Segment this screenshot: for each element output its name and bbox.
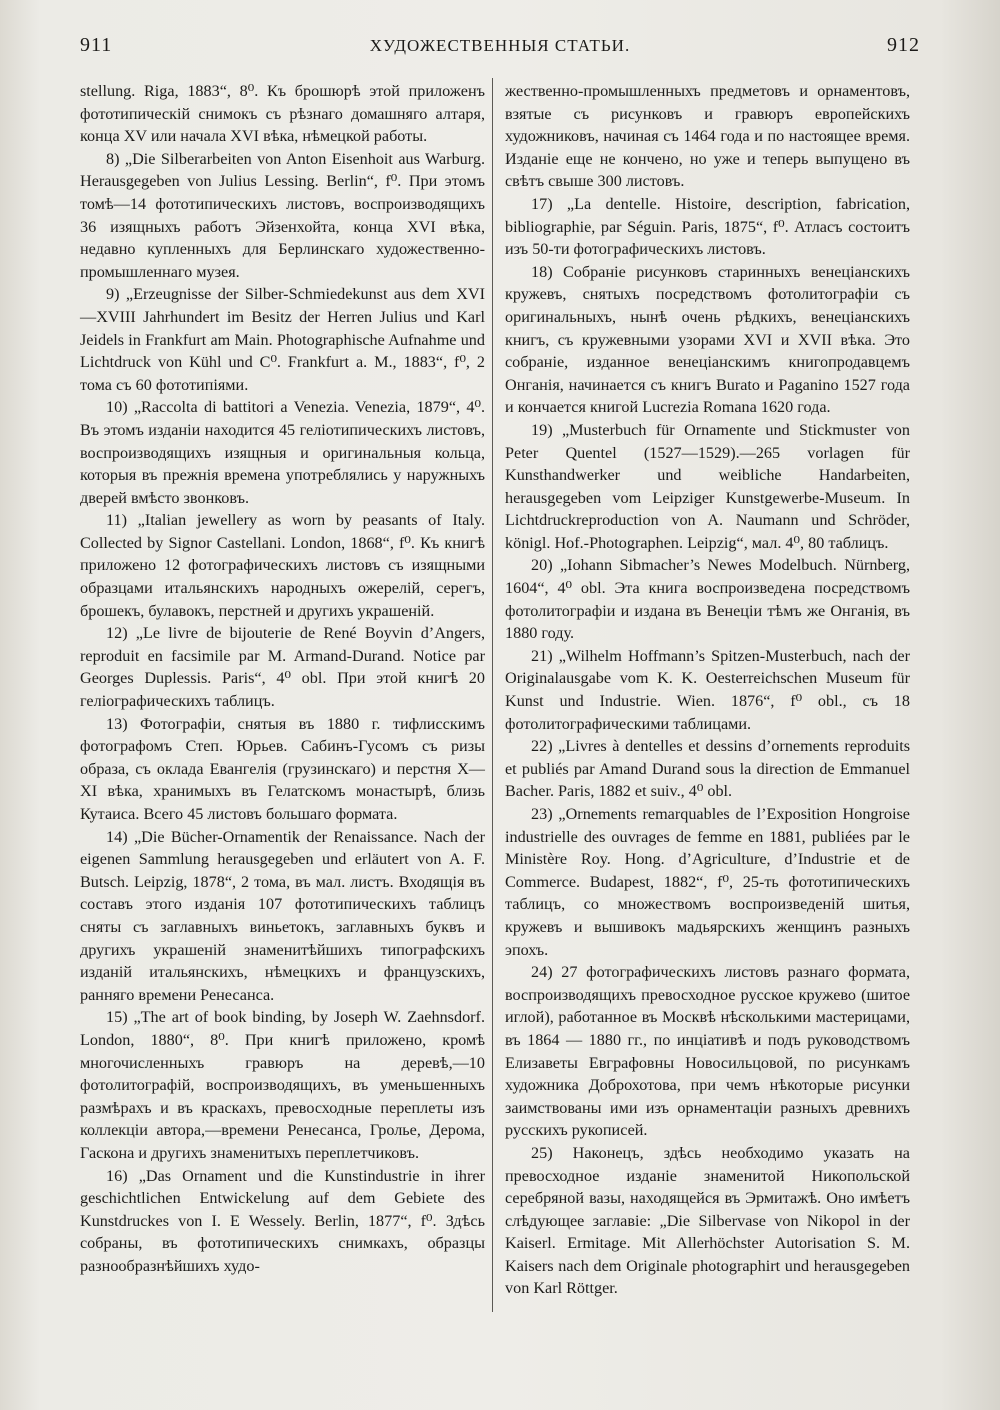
column-divider [492, 78, 493, 1312]
page-number-left: 911 [80, 34, 113, 56]
paragraph: 19) „Musterbuch für Ornamente und Stickmuster von Peter Quentel (1527—1529).—265 vorlagen für Kunsthandwerker und weibliche Handarbeiten, herausgegeben vom Leipziger Kunstgewerbe-Museum. In Lichtdruckreproduction von A. Naumann und Schröder, königl. Hof.-Photographen. Leipzig“, мал. 4⁰, 80 таблицъ. [505, 420, 910, 552]
left-column [80, 80, 485, 1277]
paragraph: 22) „Livres à dentelles et dessins d’ornements reproduits et publiés par Amand Durand sous la direction de Emmanuel Bacher. Paris, 1882 et suiv., 4⁰ obl. [505, 737, 910, 801]
running-title: ХУДОЖЕСТВЕННЫЯ СТАТЬИ. [369, 36, 631, 55]
paragraph: 18) Собраніе рисунковъ старинныхъ венеціанскихъ кружевъ, снятыхъ посредствомъ фотолитографіи съ оригинальныхъ, нынѣ очень рѣдкихъ, венеціанскихъ книгъ, съ кружевными узорами XVI и XVII вѣка. Это собраніе, изданное венеціанскимъ книгопродавцемъ Онганія, начинается съ книгъ Burato и Paganino 1527 года и кончается книгой Lucrezia Romana 1620 года. [505, 262, 910, 417]
paragraph: 24) 27 фотографическихъ листовъ разнаго формата, воспроизводящихъ превосходное русское кружево (шитое иглой), работанное въ Москвѣ нѣсколькими мастерицами, въ 1864 — 1880 гг., по инціативѣ и подъ руководствомъ Елизаветы Евграфовны Новосильцовой, по рисункамъ художника Доброхотова, при чемъ нѣкоторые рисунки заимствованы ими изъ орнаментаціи разныхъ древнихъ русскихъ рукописей. [505, 963, 910, 1140]
page-header [80, 34, 920, 58]
paragraph: 21) „Wilhelm Hoffmann’s Spitzen-Musterbuch, nach der Originalausgabe vom K. K. Oesterreichschen Museum für Kunst und Industrie. Wien. 1876“, f⁰ obl., съ 18 фотолитографическими таблицами. [505, 646, 910, 733]
paragraph: 8) „Die Silberarbeiten von Anton Eisenhoit aus Warburg. Herausgegeben von Julius Lessing. Berlin“, f⁰. При этомъ томѣ—14 фототипическихъ листовъ, воспроизводящихъ 36 изящныхъ работъ Эйзенхойта, конца XVI вѣка, недавно купленныхъ для Берлинскаго художественно-промышленнаго музея. [80, 149, 485, 281]
paragraph: 23) „Ornements remarquables de l’Exposition Hongroise industrielle des ouvrages de femme en 1881, publiées par le Ministère Roy. Hong. d’Agriculture, d’Industrie et de Commerce. Budapest, 1882“, f⁰, 25-ть фототипическихъ таблицъ, со множествомъ воспроизведеній шитья, кружевъ и вышивокъ мадьярскихъ женщинъ разныхъ эпохъ. [505, 805, 910, 959]
paragraph: 15) „The art of book binding, by Joseph W. Zaehnsdorf. London, 1880“, 8⁰. При книгѣ приложено, кромѣ многочисленныхъ гравюръ на деревѣ,—10 фотолитографій, воспроизводящихъ, въ уменьшенныхъ размѣрахъ и въ краскахъ, превосходные переплеты изъ коллекціи автора,—времени Ренесанса, Гролье, Дерома, Гаскона и другихъ знаменитыхъ переплетчиковъ. [80, 1008, 485, 1162]
paragraph: 17) „La dentelle. Histoire, description, fabrication, bibliographie, par Séguin. Paris, 1875“, f⁰. Атласъ состоитъ изъ 50-ти фотографическихъ листовъ. [505, 194, 910, 259]
paragraph: жественно-промышленныхъ предметовъ и орнаментовъ, взятые съ рисунковъ и гравюръ европейскихъ художниковъ, начиная съ 1464 года и по настоящее время. Изданіе еще не кончено, но уже и теперь выпущено въ свѣтъ свыше 300 листовъ. [505, 82, 910, 191]
paragraph: 20) „Iohann Sibmacher’s Newes Modelbuch. Nürnberg, 1604“, 4⁰ obl. Эта книга воспроизведена посредствомъ фотолитографіи и издана въ Венеціи тѣмъ же Онганія, въ 1880 году. [505, 556, 910, 643]
paragraph: 13) Фотографіи, снятыя въ 1880 г. тифлисскимъ фотографомъ Степ. Юрьев. Сабинъ-Гусомъ съ ризы образа, съ оклада Евангелія (грузинскаго) и перстня X—XI вѣка, хранимыхъ въ Гелатскомъ монастырѣ, близь Кутаиса. Всего 45 листовъ большаго формата. [80, 714, 485, 823]
paragraph: 16) „Das Ornament und die Kunstindustrie in ihrer geschichtlichen Entwickelung auf dem Gebiete des Kunstdruckes von I. E Wessely. Berlin, 1877“, f⁰. Здѣсь собраны, въ фототипическихъ снимкахъ, образцы разнообразнѣйшихъ худо- [80, 1166, 485, 1275]
paragraph: stellung. Riga, 1883“, 8⁰. Къ брошюрѣ этой приложенъ фототипическій снимокъ съ рѣзнаго домашняго алтаря, конца XV или начала XVI вѣка, нѣмецкой работы. [80, 82, 485, 146]
page-number-right: 912 [887, 34, 920, 56]
paragraph: 10) „Raccolta di battitori a Venezia. Venezia, 1879“, 4⁰. Въ этомъ изданіи находится 45 геліотипическихъ листовъ, воспроизводящихъ изящныя и оригинальныя кольца, которыя въ прежнія времена употреблялись у наружныхъ дверей вмѣсто звонковъ. [80, 398, 485, 507]
right-column [505, 80, 910, 1300]
paragraph: 12) „Le livre de bijouterie de René Boyvin d’Angers, reproduit en facsimile par M. Armand-Durand. Notice par Georges Duplessis. Paris“, 4⁰ obl. При этой книгѣ 20 геліографическихъ таблицъ. [80, 624, 485, 711]
paragraph: 9) „Erzeugnisse der Silber-Schmiedekunst aus dem XVI—XVIII Jahrhundert im Besitz der Herren Julius und Karl Jeidels in Frankfurt am Main. Photographische Aufnahme und Lichtdruck von Kühl und C⁰. Frankfurt a. M., 1883“, f⁰, 2 тома съ 60 фототипіями. [80, 285, 485, 394]
paragraph: 11) „Italian jewellery as worn by peasants of Italy. Collected by Signor Castellani. London, 1868“, f⁰. Къ книгѣ приложено 12 фотографическихъ листовъ съ изящными образцами итальянскихъ народныхъ ожерелій, серегъ, брошекъ, булавокъ, перстней и другихъ украшеній. [80, 511, 485, 620]
paragraph: 14) „Die Bücher-Ornamentik der Renaissance. Nach der eigenen Sammlung herausgegeben und erläutert von A. F. Butsch. Leipzig, 1878“, 2 тома, въ мал. листъ. Входящія въ составъ этого изданія 107 фототипическихъ таблицъ сняты съ заглавныхъ виньетокъ, заглавныхъ буквъ и другихъ украшеній знаменитѣйшихъ типографскихъ изданій итальянскихъ, нѣмецкихъ и французскихъ, ранняго времени Ренесанса. [80, 827, 485, 1004]
paragraph: 25) Наконецъ, здѣсь необходимо указать на превосходное изданіе знаменитой Никопольской серебряной вазы, находящейся въ Эрмитажѣ. Оно имѣетъ слѣдующее заглавіе: „Die Silbervase von Nikopol in der Kaiserl. Ermitage. Mit Allerhöchster Autorisation S. M. Kaisers nach dem Originale photographirt und herausgegeben von Karl Röttger. [505, 1143, 910, 1298]
